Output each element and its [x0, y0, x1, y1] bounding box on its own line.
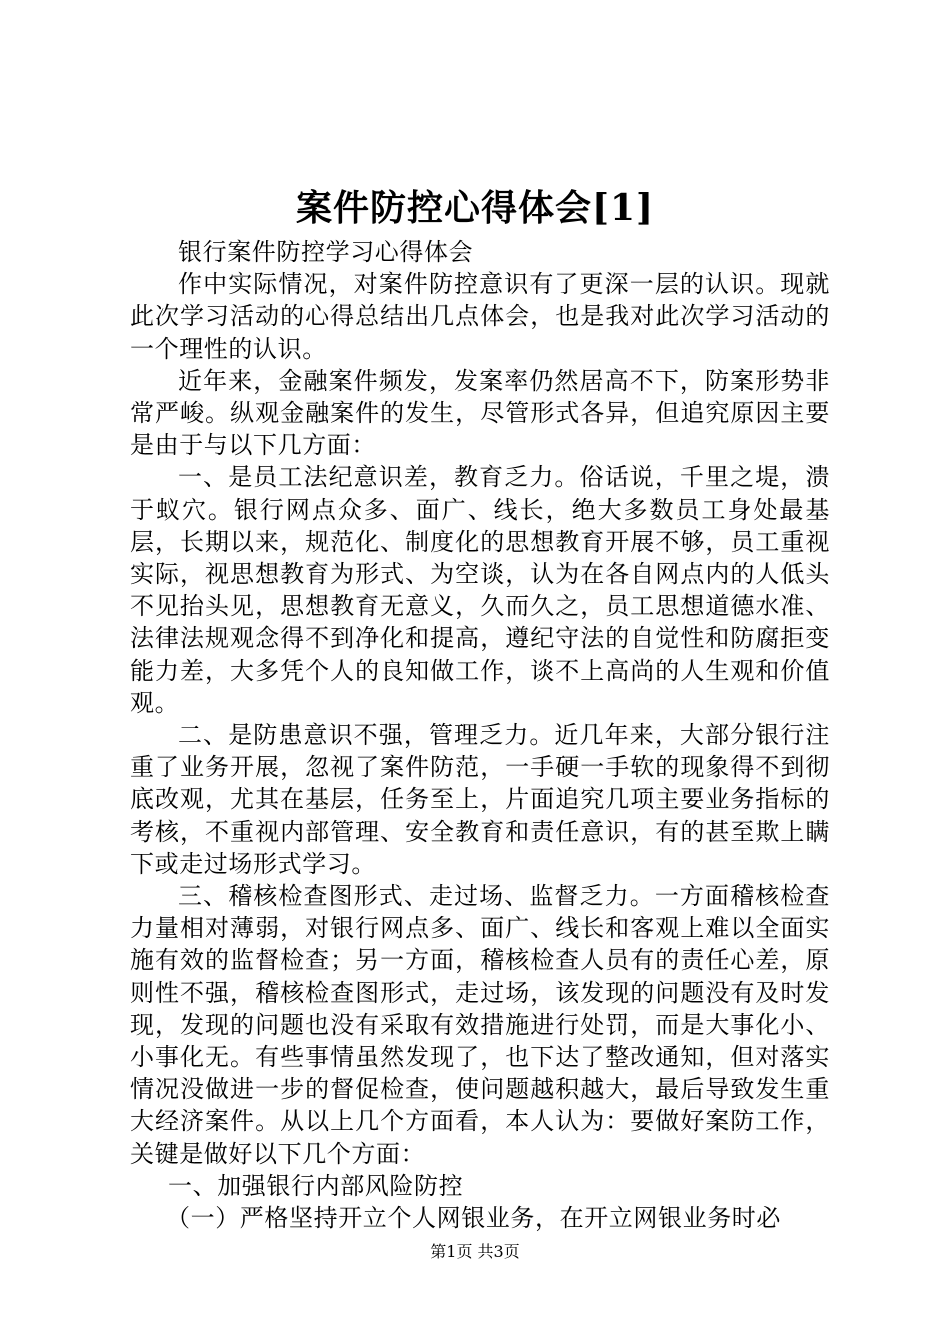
body-paragraph: 作中实际情况，对案件防控意识有了更深一层的认识。现就此次学习活动的心得总结出几点体会，也是我对此次学习活动的一个理性的认识。: [130, 270, 830, 363]
section-heading: 一、加强银行内部风险防控: [168, 1171, 464, 1200]
subtitle-paragraph: 银行案件防控学习心得体会: [178, 238, 474, 266]
body-paragraph: 一、是员工法纪意识差，教育乏力。俗话说，千里之堤，溃于蚁穴。银行网点众多、面广、线长，绝大多数员工身处最基层，长期以来，规范化、制度化的思想教育开展不够，员工重视实际，视思想教育为形式、为空谈，认为在各自网点内的人低头不见抬头见，思想教育无意义，久而久之，员工思想道德水准、法律法规观念得不到净化和提高，遵纪守法的自觉性和防腐拒变能力差，大多凭个人的良知做工作，谈不上高尚的人生观和价值观。: [130, 463, 830, 717]
body-paragraph: 近年来，金融案件频发，发案率仍然居高不下，防案形势非常严峻。纵观金融案件的发生，尽管形式各异，但追究原因主要是由于与以下几方面：: [130, 366, 830, 460]
body-paragraph: 二、是防患意识不强，管理乏力。近几年来，大部分银行注重了业务开展，忽视了案件防范，一手硬一手软的现象得不到彻底改观，尤其在基层，任务至上，片面追究几项主要业务指标的考核，不重视内部管理、安全教育和责任意识，有的甚至欺上瞒下或走过场形式学习。: [130, 721, 830, 878]
body-paragraph: 三、稽核检查图形式、走过场、监督乏力。一方面稽核检查力量相对薄弱，对银行网点多、面广、线长和客观上难以全面实施有效的监督检查；另一方面，稽核检查人员有的责任心差，原则性不强，稽核检查图形式，走过场，该发现的问题没有及时发现，发现的问题也没有采取有效措施进行处罚，而是大事化小、小事化无。有些事情虽然发现了，也下达了整改通知，但对落实情况没做进一步的督促检查，使问题越积越大，最后导致发生重大经济案件。从以上几个方面看，本人认为：要做好案防工作，关键是做好以下几个方面：: [130, 882, 830, 1168]
page-number-footer: 第1页 共3页: [430, 1242, 520, 1261]
document-title: 案件防控心得体会[1]: [295, 187, 655, 229]
document-body: [130, 236, 830, 1234]
body-paragraph: （一）严格坚持开立个人网银业务，在开立网银业务时必: [166, 1204, 781, 1233]
